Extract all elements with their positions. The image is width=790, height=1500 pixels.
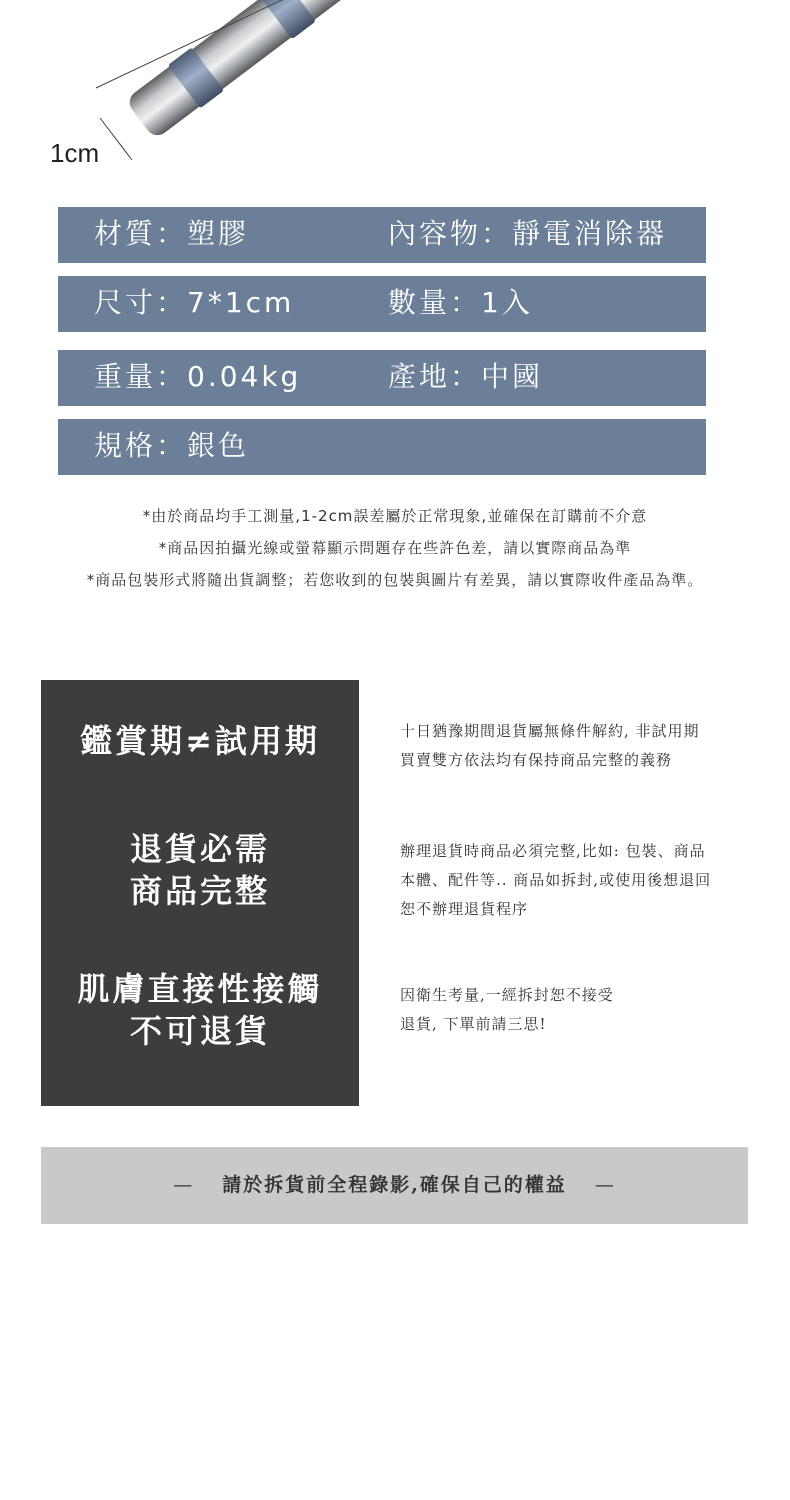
notes-block — [0, 500, 790, 596]
spec-row-variant — [58, 419, 706, 475]
policy-heading-complete — [41, 828, 359, 912]
policy-heading-appreciation-line1: 鑑賞期≠試用期 — [80, 722, 320, 760]
policy-desc-line: 買賣雙方依法均有保持商品完整的義務 — [400, 751, 673, 769]
dimension-label: 1cm — [50, 138, 100, 168]
spec-quantity: 數量：1入 — [388, 286, 533, 319]
spec-weight: 重量：0.04kg — [94, 360, 302, 393]
policy-heading-complete-line2: 商品完整 — [129, 872, 270, 910]
policy-desc-line: 因衛生考量,一經拆封恕不接受 — [400, 986, 614, 1004]
banner-dash-left: — — [173, 1174, 195, 1196]
policy-desc-skin — [400, 981, 760, 1039]
policy-desc-line: 辦理退貨時商品必須完整,比如: 包裝、商品 — [400, 842, 706, 860]
spec-material: 材質：塑膠 — [94, 217, 250, 250]
spec-contents: 內容物：靜電消除器 — [388, 217, 668, 250]
spec-row-weight — [58, 350, 706, 406]
rod-body — [125, 0, 395, 140]
spec-origin: 產地：中國 — [388, 360, 544, 393]
policy-heading-complete-line1: 退貨必需 — [129, 830, 270, 868]
policy-heading-appreciation — [41, 720, 359, 762]
policy-desc-appreciation — [400, 717, 760, 775]
policy-heading-skin-line1: 肌膚直接性接觸 — [77, 970, 323, 1008]
product-rod-illustration — [0, 0, 790, 180]
policy-desc-line: 十日猶豫期間退貨屬無條件解約, 非試用期 — [400, 722, 700, 740]
spec-size: 尺寸：7*1cm — [94, 286, 295, 319]
policy-desc-line: 本體、配件等.. 商品如拆封,或使用後想退回 — [400, 871, 712, 889]
spec-row-size — [58, 276, 706, 332]
policy-desc-line: 退貨, 下單前請三思! — [400, 1015, 547, 1033]
note-packaging: *商品包裝形式將隨出貨調整；若您收到的包裝與圖片有差異，請以實際收件產品為準。 — [86, 571, 704, 589]
policy-desc-line: 恕不辦理退貨程序 — [400, 900, 529, 918]
return-policy-panel — [41, 680, 359, 1106]
policy-heading-skin-line2: 不可退貨 — [129, 1012, 270, 1050]
banner-dash-right: — — [594, 1174, 616, 1196]
spec-row-material — [58, 207, 706, 263]
note-measurement: *由於商品均手工測量,1-2cm誤差屬於正常現象,並確保在訂購前不介意 — [142, 507, 648, 525]
banner-text: 請於拆貨前全程錄影,確保自己的權益 — [222, 1174, 567, 1196]
unboxing-video-banner — [41, 1147, 748, 1224]
note-color: *商品因拍攝光線或螢幕顯示問題存在些許色差，請以實際商品為準 — [158, 539, 632, 557]
dimension-line-bottom — [100, 118, 132, 160]
spec-variant: 規格：銀色 — [94, 429, 250, 462]
policy-heading-skin — [41, 968, 359, 1052]
policy-desc-complete — [400, 837, 760, 924]
